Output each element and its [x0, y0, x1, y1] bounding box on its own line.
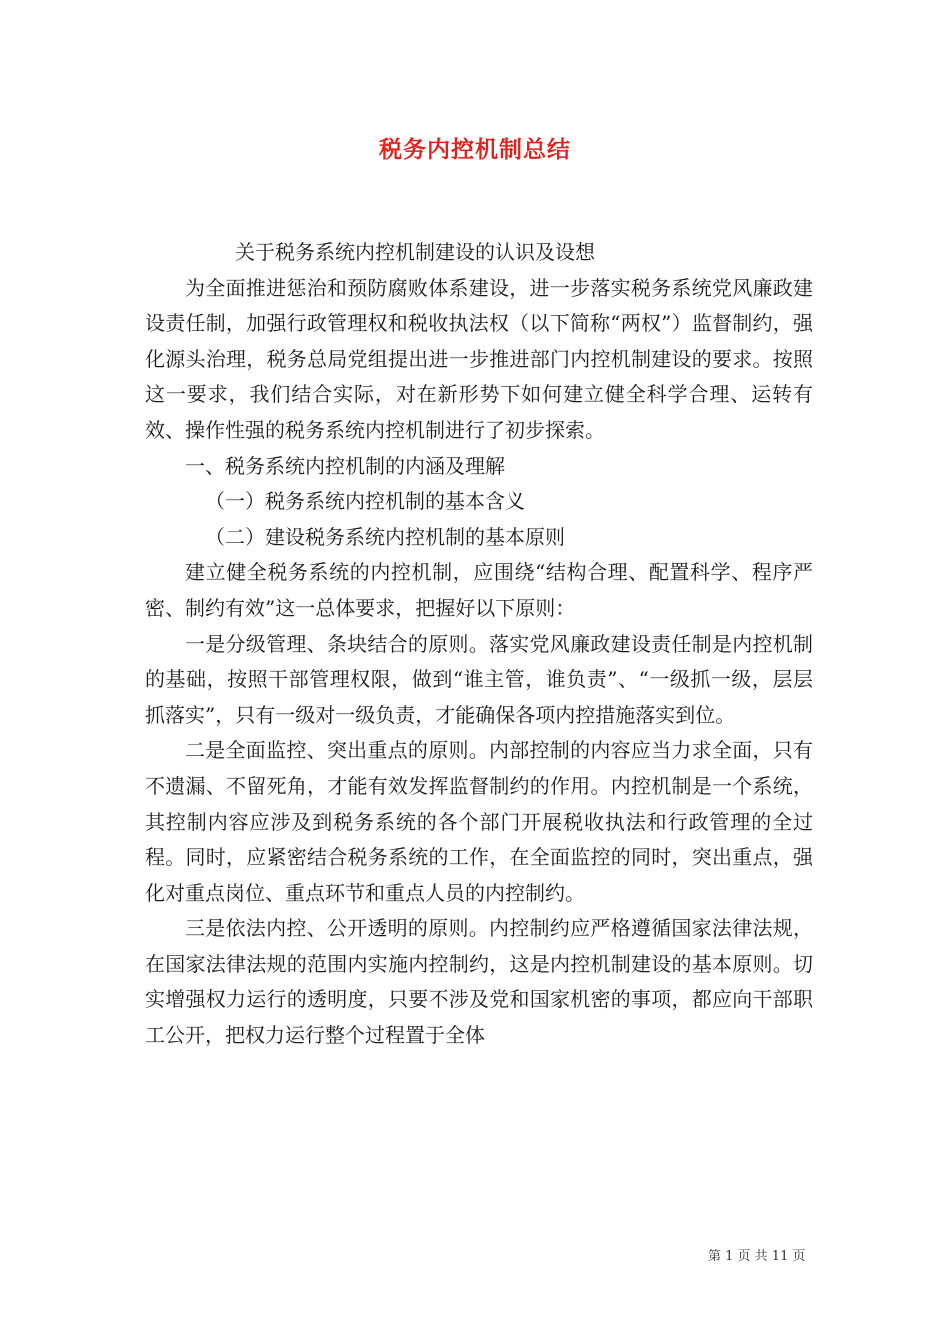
document-subtitle: 关于税务系统内控机制建设的认识及设想 [235, 240, 595, 264]
page-footer: 第 1 页 共 11 页 [708, 1249, 806, 1264]
document-body [145, 235, 813, 1054]
sub-heading-1: （一）税务系统内控机制的基本含义 [205, 489, 525, 514]
sub-heading-2: （二）建设税务系统内控机制的基本原则 [205, 524, 565, 549]
page-title: 税务内控机制总结 [379, 137, 571, 163]
paragraph-principles-intro: 建立健全税务系统的内控机制，应围绕“结构合理、配置科学、程序严密、制约有效”这一总体要求，把握好以下原则： [145, 560, 813, 620]
paragraph-principle-1: 一是分级管理、条块结合的原则。落实党风廉政建设责任制是内控机制的基础，按照干部管理权限，做到“谁主管，谁负责”、“一级抓一级，层层抓落实”，只有一级对一级负责，才能确保各项内控措施落实到位。 [145, 631, 813, 727]
paragraph-intro: 为全面推进惩治和预防腐败体系建设，进一步落实税务系统党风廉政建设责任制，加强行政管理权和税收执法权（以下简称“两权”）监督制约，强化源头治理，税务总局党组提出进一步推进部门内控机制建设的要求。按照这一要求，我们结合实际，对在新形势下如何建立健全科学合理、运转有效、操作性强的税务系统内控机制进行了初步探索。 [145, 275, 813, 442]
paragraph-principle-2: 二是全面监控、突出重点的原则。内部控制的内容应当力求全面，只有不遗漏、不留死角，才能有效发挥监督制约的作用。内控机制是一个系统，其控制内容应涉及到税务系统的各个部门开展税收执法和行政管理的全过程。同时，应紧密结合税务系统的工作，在全面监控的同时，突出重点，强化对重点岗位、重点环节和重点人员的内控制约。 [145, 738, 813, 905]
paragraph-principle-3: 三是依法内控、公开透明的原则。内控制约应严格遵循国家法律法规，在国家法律法规的范围内实施内控制约，这是内控机制建设的基本原则。切实增强权力运行的透明度，只要不涉及党和国家机密的事项，都应向干部职工公开，把权力运行整个过程置于全体 [145, 916, 813, 1048]
section-heading-1: 一、税务系统内控机制的内涵及理解 [185, 453, 505, 478]
